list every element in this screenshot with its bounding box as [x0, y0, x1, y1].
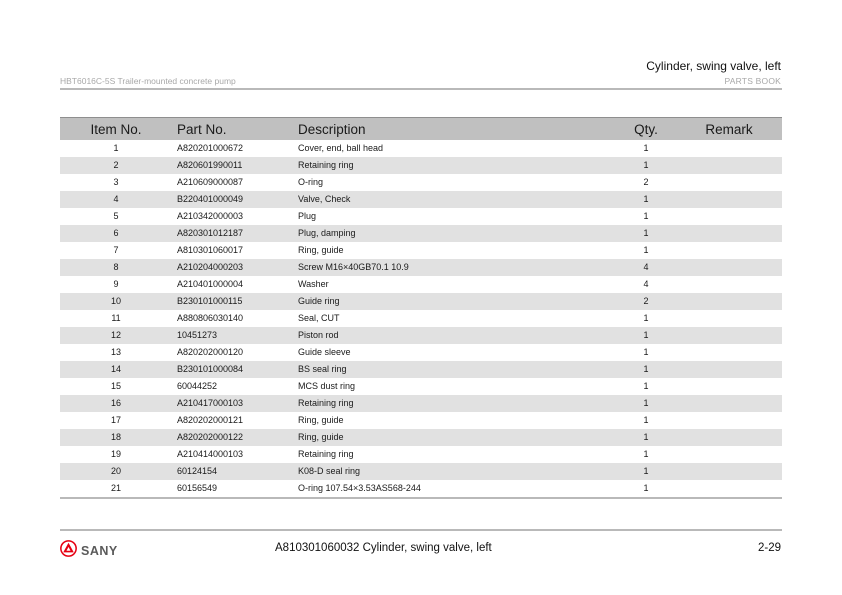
- sany-triangle-logo-icon: [60, 540, 77, 562]
- remark-cell: [676, 395, 782, 412]
- qty-cell: 1: [643, 313, 649, 323]
- description-cell: Ring, guide: [298, 245, 344, 255]
- description-cell: Guide ring: [293, 293, 616, 310]
- table-row: [60, 429, 782, 446]
- remark-cell: [676, 242, 782, 259]
- table-row: [60, 174, 782, 191]
- description-cell: Plug: [298, 211, 317, 221]
- table-row: [60, 157, 782, 174]
- document-subtitle: HBT6016C-5S Trailer-mounted concrete pump: [60, 76, 236, 86]
- part-no-cell: A210609000087: [177, 177, 244, 187]
- qty-cell: 1: [616, 225, 676, 242]
- description-cell: Piston rod: [293, 327, 616, 344]
- part-no-cell: A810301060017: [177, 245, 244, 255]
- remark-cell: [676, 463, 782, 480]
- description-cell: Retaining ring: [293, 395, 616, 412]
- item-no-cell: 12: [60, 327, 172, 344]
- column-header-description: Description: [293, 118, 616, 141]
- item-no-cell: 3: [113, 177, 119, 187]
- item-no-cell: 9: [113, 279, 119, 289]
- part-no-cell: A820301012187: [172, 225, 293, 242]
- qty-cell: 1: [643, 449, 649, 459]
- item-no-cell: 18: [60, 429, 172, 446]
- remark-cell: [676, 293, 782, 310]
- book-label: PARTS BOOK: [724, 76, 781, 86]
- qty-cell: 1: [616, 429, 676, 446]
- table-row: [60, 276, 782, 293]
- table-row: [60, 310, 782, 327]
- qty-cell: 1: [643, 143, 649, 153]
- description-cell: O-ring: [298, 177, 324, 187]
- description-cell: MCS dust ring: [298, 381, 356, 391]
- remark-cell: [676, 191, 782, 208]
- part-no-cell: B230101000084: [172, 361, 293, 378]
- item-no-cell: 17: [110, 415, 121, 425]
- item-no-cell: 1: [113, 143, 119, 153]
- part-no-cell: A820202000120: [177, 347, 244, 357]
- item-no-cell: 4: [60, 191, 172, 208]
- remark-cell: [676, 259, 782, 276]
- qty-cell: 1: [616, 157, 676, 174]
- page-title: Cylinder, swing valve, left: [646, 59, 781, 73]
- description-cell: K08-D seal ring: [293, 463, 616, 480]
- qty-cell: 4: [643, 279, 649, 289]
- part-no-cell: B220401000049: [172, 191, 293, 208]
- column-header-item-no: Item No.: [60, 118, 172, 141]
- table-row: [60, 344, 782, 361]
- part-no-cell: B230101000115: [172, 293, 293, 310]
- part-no-cell: 60124154: [172, 463, 293, 480]
- item-no-cell: 8: [60, 259, 172, 276]
- item-no-cell: 5: [113, 211, 119, 221]
- item-no-cell: 14: [60, 361, 172, 378]
- part-no-cell: 60044252: [177, 381, 218, 391]
- item-no-cell: 2: [60, 157, 172, 174]
- description-cell: Valve, Check: [293, 191, 616, 208]
- qty-cell: 1: [616, 395, 676, 412]
- description-cell: Cover, end, ball head: [298, 143, 384, 153]
- part-no-cell: A820201000672: [177, 143, 244, 153]
- qty-cell: 1: [616, 327, 676, 344]
- item-no-cell: 13: [110, 347, 121, 357]
- qty-cell: 1: [643, 245, 649, 255]
- part-no-cell: A820202000122: [172, 429, 293, 446]
- item-no-cell: 21: [60, 480, 172, 498]
- column-header-qty: Qty.: [616, 118, 676, 141]
- part-no-cell: A820202000121: [177, 415, 244, 425]
- remark-cell: [676, 361, 782, 378]
- part-no-cell: A880806030140: [177, 313, 244, 323]
- description-cell: Ring, guide: [298, 415, 344, 425]
- description-cell: Screw M16×40GB70.1 10.9: [293, 259, 616, 276]
- table-row: [60, 412, 782, 429]
- remark-cell: [676, 446, 782, 463]
- item-no-cell: 15: [110, 381, 121, 391]
- item-no-cell: 20: [60, 463, 172, 480]
- page-number: 2-29: [757, 542, 781, 554]
- qty-cell: 1: [616, 361, 676, 378]
- part-no-cell: A210414000103: [177, 449, 244, 459]
- part-no-cell: A210204000203: [172, 259, 293, 276]
- description-cell: Retaining ring: [298, 449, 354, 459]
- remark-cell: [676, 174, 782, 191]
- qty-cell: 1: [643, 381, 649, 391]
- remark-cell: [676, 378, 782, 395]
- part-no-cell: A210401000004: [177, 279, 244, 289]
- table-row: [60, 361, 782, 378]
- table-row: [60, 327, 782, 344]
- remark-cell: [676, 225, 782, 242]
- remark-cell: [676, 157, 782, 174]
- table-row: [60, 191, 782, 208]
- part-no-cell: 60156549: [172, 480, 293, 498]
- footer-title: A810301060032 Cylinder, swing valve, left: [275, 542, 492, 554]
- table-row: [60, 293, 782, 310]
- remark-cell: [676, 208, 782, 225]
- remark-cell: [676, 344, 782, 361]
- table-row: [60, 446, 782, 463]
- description-cell: Ring, guide: [293, 429, 616, 446]
- table-row: [60, 480, 782, 498]
- item-no-cell: 16: [60, 395, 172, 412]
- remark-cell: [676, 140, 782, 157]
- qty-cell: 1: [616, 463, 676, 480]
- part-no-cell: A210417000103: [172, 395, 293, 412]
- item-no-cell: 7: [113, 245, 119, 255]
- description-cell: BS seal ring: [293, 361, 616, 378]
- part-no-cell: A820601990011: [172, 157, 293, 174]
- item-no-cell: 19: [110, 449, 121, 459]
- qty-cell: 2: [616, 293, 676, 310]
- table-row: [60, 378, 782, 395]
- description-cell: Washer: [298, 279, 329, 289]
- description-cell: O-ring 107.54×3.53AS568-244: [293, 480, 616, 498]
- qty-cell: 1: [616, 480, 676, 498]
- top-divider: [60, 88, 782, 90]
- remark-cell: [676, 412, 782, 429]
- bottom-divider: [60, 529, 782, 531]
- column-header-part-no: Part No.: [172, 118, 293, 141]
- parts-table: [60, 117, 782, 499]
- qty-cell: 1: [643, 347, 649, 357]
- table-header-row: [60, 118, 782, 141]
- item-no-cell: 6: [60, 225, 172, 242]
- qty-cell: 2: [643, 177, 649, 187]
- table-row: [60, 463, 782, 480]
- part-no-cell: 10451273: [172, 327, 293, 344]
- description-cell: Plug, damping: [293, 225, 616, 242]
- remark-cell: [676, 327, 782, 344]
- remark-cell: [676, 310, 782, 327]
- description-cell: Guide sleeve: [298, 347, 351, 357]
- remark-cell: [676, 276, 782, 293]
- description-cell: Seal, CUT: [298, 313, 340, 323]
- table-row: [60, 395, 782, 412]
- table-row: [60, 140, 782, 157]
- logo-text: SANY: [81, 544, 118, 558]
- table-row: [60, 225, 782, 242]
- description-cell: Retaining ring: [293, 157, 616, 174]
- item-no-cell: 10: [60, 293, 172, 310]
- remark-cell: [676, 480, 782, 498]
- qty-cell: 1: [616, 191, 676, 208]
- part-no-cell: A210342000003: [177, 211, 244, 221]
- table-row: [60, 242, 782, 259]
- table-row: [60, 259, 782, 276]
- qty-cell: 1: [643, 211, 649, 221]
- table-row: [60, 208, 782, 225]
- item-no-cell: 11: [111, 313, 121, 323]
- remark-cell: [676, 429, 782, 446]
- qty-cell: 1: [643, 415, 649, 425]
- sany-logo: [60, 540, 118, 562]
- column-header-remark: Remark: [676, 118, 782, 141]
- qty-cell: 4: [616, 259, 676, 276]
